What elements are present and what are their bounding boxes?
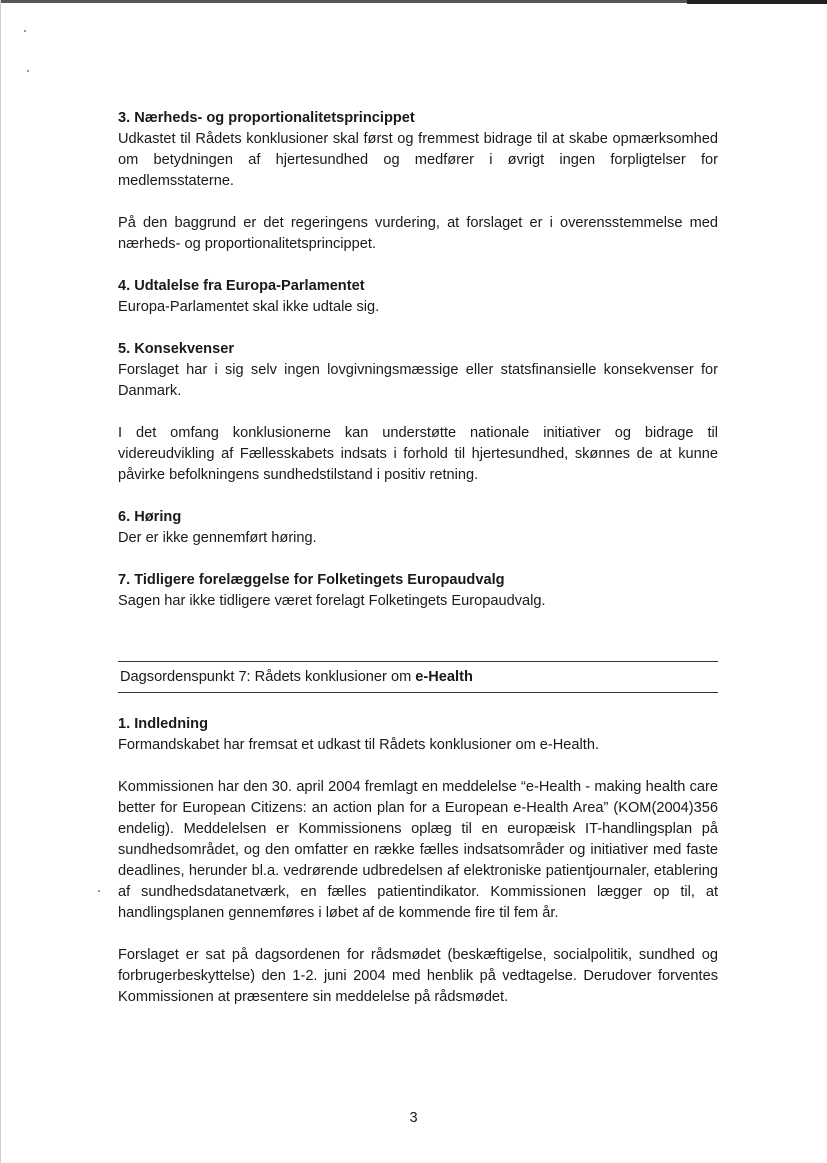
- section-tidligere-foreleggelse: [118, 570, 718, 612]
- section-konsekvenser: [118, 339, 718, 486]
- scan-speck: [24, 30, 26, 32]
- agenda-item-prefix: Dagsordenspunkt 7: Rådets konklusioner om: [120, 669, 416, 685]
- section-hoering: [118, 507, 718, 549]
- section-paragraph: Forslaget er sat på dagsordenen for rådsmødet (beskæftigelse, socialpolitik, sundhed og forbrugerbeskyttelse) den 1-2. juni 2004 med henblik på vedtagelse. Derudover forventes Kommissionen at præsentere sin meddelelse på rådsmødet.: [118, 947, 718, 1005]
- scan-speck: [98, 890, 100, 892]
- section-europa-parlamentet: [118, 276, 718, 318]
- section-indledning: [118, 714, 718, 1008]
- section-paragraph: Formandskabet har fremsat et udkast til Rådets konklusioner om e-Health.: [118, 737, 600, 753]
- scan-left-edge: [0, 0, 1, 1163]
- section-paragraph: Forslaget har i sig selv ingen lovgivningsmæssige eller statsfinansielle konsekvenser for Danmark.: [118, 362, 718, 399]
- section-heading: 7. Tidligere forelæggelse for Folketingets Europaudvalg: [118, 572, 505, 588]
- agenda-item-header: [118, 661, 718, 693]
- section-paragraph: Sagen har ikke tidligere været forelagt Folketingets Europaudvalg.: [118, 593, 546, 609]
- section-heading: 6. Høring: [118, 509, 182, 525]
- top-border-thick: [687, 0, 827, 4]
- section-paragraph: Udkastet til Rådets konklusioner skal først og fremmest bidrage til at skabe opmærksomhed om betydningen af hjertesundhed og medfører i øvrigt ingen forpligtelser for medlemsstaterne.: [118, 131, 718, 189]
- section-heading: 1. Indledning: [118, 716, 208, 732]
- section-paragraph: I det omfang konklusionerne kan understøtte nationale initiativer og bidrage til videreudvikling af Fællesskabets indsats i forhold til hjertesundhed, skønnes de at kunne påvirke befolkningens sundhedstilstand i positiv retning.: [118, 425, 718, 483]
- page-number: 3: [409, 1110, 418, 1126]
- scan-speck: [27, 70, 29, 72]
- section-heading: 5. Konsekvenser: [118, 341, 235, 357]
- section-paragraph: Der er ikke gennemført høring.: [118, 530, 317, 546]
- section-paragraph: Europa-Parlamentet skal ikke udtale sig.: [118, 299, 380, 315]
- section-paragraph: På den baggrund er det regeringens vurdering, at forslaget er i overensstemmelse med nærheds- og proportionalitetsprincippet.: [118, 215, 718, 252]
- section-paragraph: Kommissionen har den 30. april 2004 fremlagt en meddelelse “e-Health - making health care better for European Citizens: an action plan for a European e-Health Area” (KOM(2004)356 endelig). Meddelelsen er Kommissionens oplæg til en europæisk IT-handlingsplan på sundhedsområdet, og den omfatter en række fælles indsatsområder og initiativer med faste deadlines, herunder bl.a. vedrørende udbredelsen af elektroniske patientjournaler, etablering af sundhedsdatanetværk, en fælles patientindikator. Kommissionen lægger op til, at handlingsplanen gennemføres i løbet af de kommende fire til fem år.: [118, 779, 718, 921]
- section-heading: 4. Udtalelse fra Europa-Parlamentet: [118, 278, 365, 294]
- agenda-item-topic: e-Health: [415, 669, 473, 685]
- section-heading: 3. Nærheds- og proportionalitetsprincippet: [118, 110, 415, 126]
- document-body: [118, 108, 718, 1029]
- section-naerhed: [118, 108, 718, 255]
